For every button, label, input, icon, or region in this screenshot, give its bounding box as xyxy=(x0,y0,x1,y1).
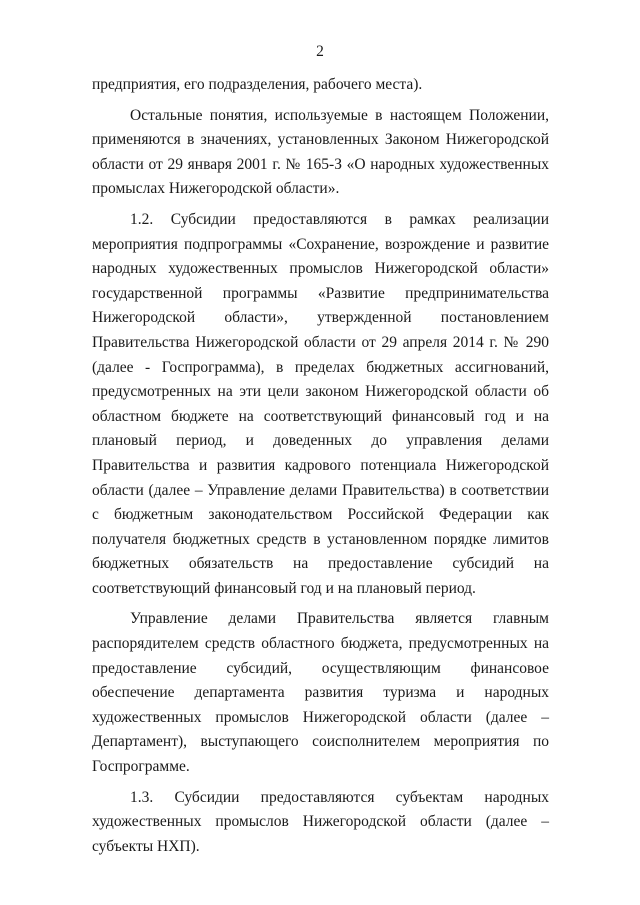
paragraph-funding-manager: Управление делами Правительства является главным распорядителем средств областного бюджета, предусмотренных на предоставление субсидий, осуществляющим финансовое обеспечение департамента развития туризма и народных художественных промыслов Нижегородской области (далее – Департамент), выступающего соисполнителем мероприятия по Госпрограмме. xyxy=(92,610,549,776)
document-body xyxy=(92,73,549,859)
page-number: 2 xyxy=(316,43,324,60)
paragraph-definitions: Остальные понятия, используемые в настоящем Положении, применяются в значениях, установленных Законом Нижегородской области от 29 января 2001 г. № 165-З «О народных художественных промыслах Нижегородской области». xyxy=(92,106,549,198)
paragraph-continuation: предприятия, его подразделения, рабочего места). xyxy=(92,76,423,93)
paragraph-1-2: 1.2. Субсидии предоставляются в рамках реализации мероприятия подпрограммы «Сохранение, возрождение и развитие народных художественных промыслов Нижегородской области» государственной программы «Развитие предпринимательства Нижегородской области», утвержденной постановлением Правительства Нижегородской области от 29 апреля 2014 г. № 290 (далее - Госпрограмма), в пределах бюджетных ассигнований, предусмотренных на эти цели законом Нижегородской области об областном бюджете на соответствующий финансовый год и на плановый период, и доведенных до управления делами Правительства и развития кадрового потенциала Нижегородской области (далее – Управление делами Правительства) в соответствии с бюджетным законодательством Российской Федерации как получателя бюджетных средств в установленном порядке лимитов бюджетных обязательств на предоставление субсидий на соответствующий финансовый год и на плановый период. xyxy=(92,210,549,597)
paragraph-1-3: 1.3. Субсидии предоставляются субъектам народных художественных промыслов Нижегородской области (далее – субъекты НХП). xyxy=(92,788,549,855)
